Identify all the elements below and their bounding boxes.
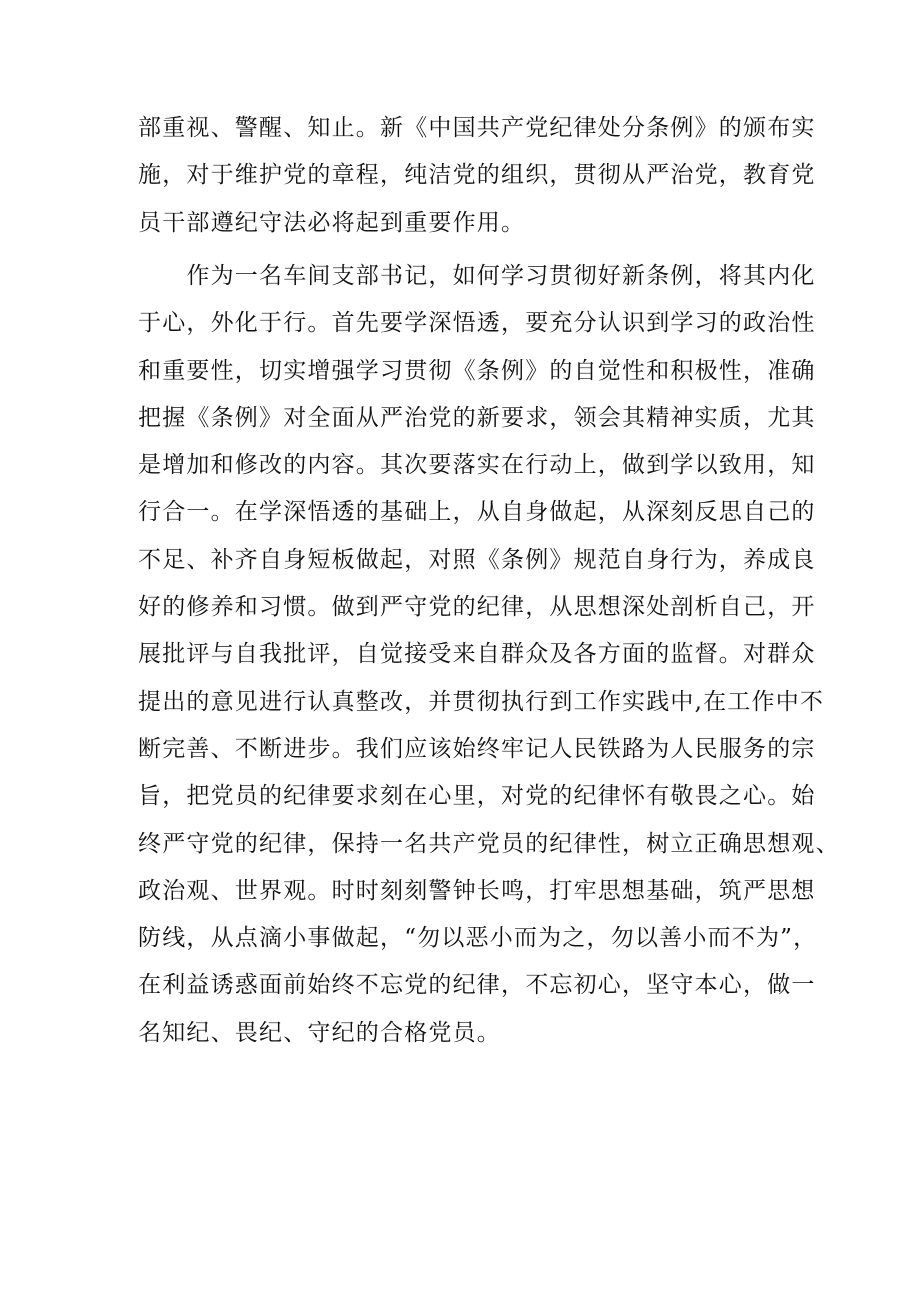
text-line: 和重要性，切实增强学习贯彻《条例》的自觉性和积极性，准确 — [138, 357, 816, 384]
text-line: 断完善、不断进步。我们应该始终牢记人民铁路为人民服务的宗 — [138, 735, 816, 762]
text-line: 于心，外化于行。首先要学深悟透，要充分认识到学习的政治性 — [138, 310, 816, 337]
text-line: 是增加和修改的内容。其次要落实在行动上，做到学以致用，知 — [138, 452, 816, 479]
text-line: 不足、补齐自身短板做起，对照《条例》规范自身行为，养成良 — [138, 546, 816, 573]
text-line: 作为一名车间支部书记，如何学习贯彻好新条例，将其内化 — [138, 263, 816, 289]
text-line: 终严守党的纪律，保持一名共产党员的纪律性，树立正确思想观、 — [138, 830, 840, 857]
text-line: 在利益诱惑面前始终不忘党的纪律，不忘初心，坚守本心，做一 — [138, 972, 816, 999]
text-line: 防线，从点滴小事做起，“勿以恶小而为之，勿以善小而不为”， — [138, 925, 818, 952]
paragraph-body — [138, 253, 840, 1057]
text-line: 员干部遵纪守法必将起到重要作用。 — [138, 209, 526, 236]
text-line: 政治观、世界观。时时刻刻警钟长鸣，打牢思想基础，筑严思想 — [138, 877, 816, 904]
text-line: 好的修养和习惯。做到严守党的纪律，从思想深处剖析自己，开 — [138, 594, 816, 621]
text-line: 部重视、警醒、知止。新《中国共产党纪律处分条例》的颁布实 — [138, 115, 816, 141]
paragraph-intro — [138, 105, 816, 247]
text-line: 名知纪、畏纪、守纪的合格党员。 — [138, 1019, 501, 1046]
text-line: 把握《条例》对全面从严治党的新要求，领会其精神实质，尤其 — [138, 404, 816, 431]
text-line: 提出的意见进行认真整改，并贯彻执行到工作实践中,在工作中不 — [138, 688, 825, 715]
text-line: 施，对于维护党的章程，纯洁党的组织，贯彻从严治党，教育党 — [138, 162, 816, 189]
text-line: 展批评与自我批评，自觉接受来自群众及各方面的监督。对群众 — [138, 641, 816, 668]
text-line: 行合一。在学深悟透的基础上，从自身做起，从深刻反思自己的 — [138, 499, 816, 526]
text-line: 旨，把党员的纪律要求刻在心里，对党的纪律怀有敬畏之心。始 — [138, 783, 816, 810]
